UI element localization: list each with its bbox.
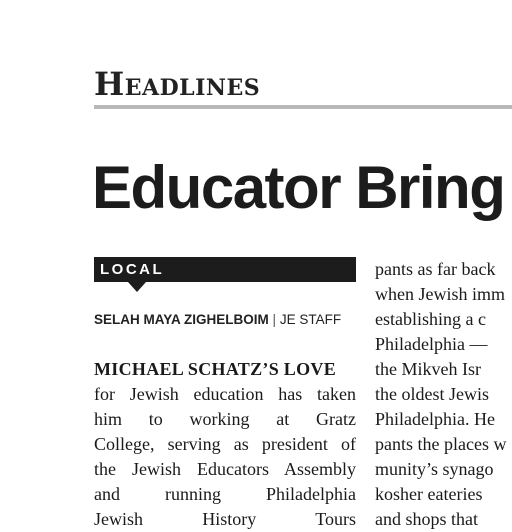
body-line: the Mikveh Isr bbox=[375, 359, 481, 379]
article-body-right-column bbox=[375, 257, 512, 532]
body-line: him to working at Gratz bbox=[94, 409, 356, 429]
body-line: and running Philadelphia bbox=[94, 484, 356, 504]
section-title: Headlines bbox=[94, 65, 261, 103]
section-divider bbox=[94, 105, 512, 109]
article-body-left-column bbox=[94, 357, 356, 532]
body-line: for Jewish education has taken bbox=[94, 384, 356, 404]
byline-affiliation: JE STAFF bbox=[279, 312, 342, 327]
body-line: establishing a c bbox=[375, 309, 486, 329]
body-line: kosher eateries bbox=[375, 484, 483, 504]
category-label: LOCAL bbox=[100, 261, 165, 278]
body-line: pants the places w bbox=[375, 434, 507, 454]
body-line: the oldest Jewis bbox=[375, 384, 489, 404]
byline bbox=[94, 310, 356, 330]
body-line: Philadelphia. He bbox=[375, 409, 495, 429]
body-line: College, serving as president of bbox=[94, 434, 356, 454]
article-headline: Educator Bring bbox=[92, 154, 505, 221]
lead-in: MICHAEL SCHATZ’S LOVE bbox=[94, 359, 337, 379]
tag-pointer bbox=[128, 282, 146, 292]
body-line: when Jewish imm bbox=[375, 284, 505, 304]
body-line: the Jewish Educators Assembly bbox=[94, 459, 356, 479]
body-line: and shops that bbox=[375, 509, 478, 529]
body-line: Philadelphia — bbox=[375, 334, 488, 354]
byline-separator: | bbox=[272, 312, 277, 327]
body-line: Jewish History Tours bbox=[94, 509, 356, 529]
category-tag bbox=[94, 257, 356, 282]
body-line: pants as far back bbox=[375, 259, 496, 279]
body-line: munity’s synago bbox=[375, 459, 494, 479]
byline-author: SELAH MAYA ZIGHELBOIM bbox=[94, 312, 269, 327]
